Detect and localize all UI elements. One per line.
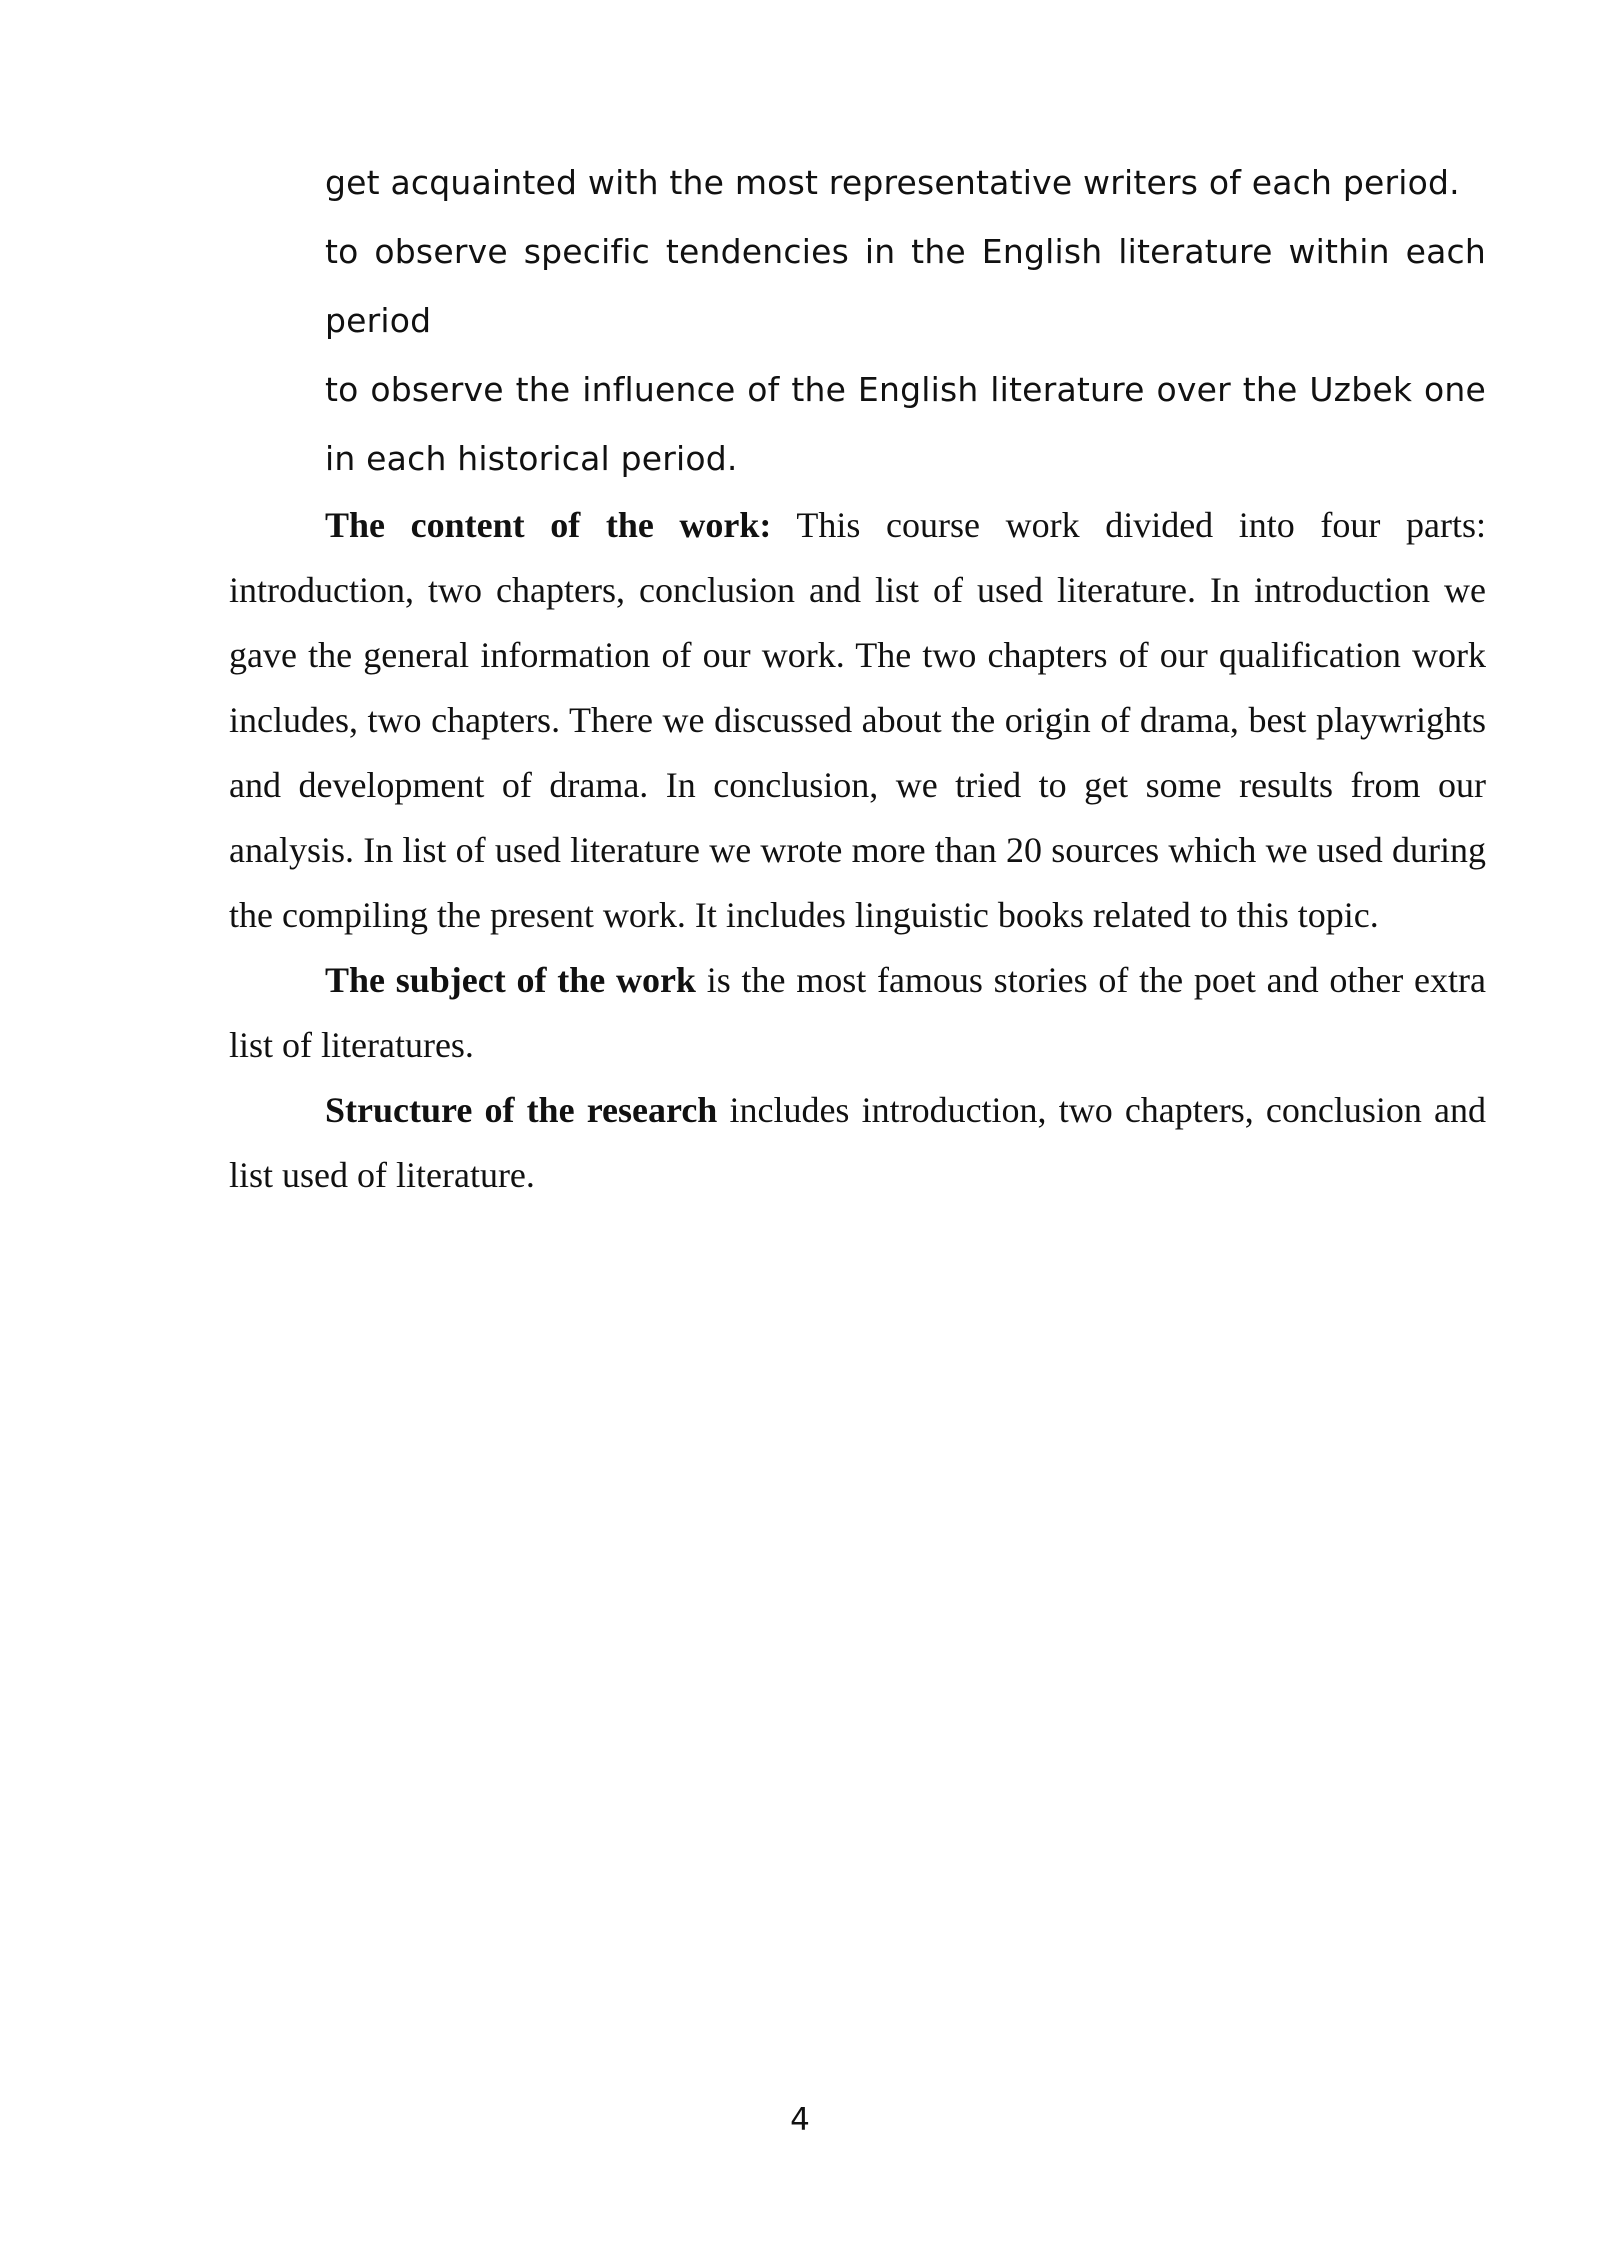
objective-item: to observe the influence of the English literature over the Uzbek one in each historical period. xyxy=(325,370,1486,478)
structure-paragraph xyxy=(229,1078,1486,1208)
content-paragraph xyxy=(229,493,1486,948)
subject-paragraph xyxy=(229,948,1486,1078)
objective-item: get acquainted with the most representative writers of each period. xyxy=(325,163,1460,202)
structure-heading: Structure of the research xyxy=(325,1090,718,1130)
structure-text: includes introduction, two chapters, conclusion and list used of literature. xyxy=(229,1090,1486,1195)
subject-text: is the most famous stories of the poet and other extra list of literatures. xyxy=(229,960,1486,1065)
page-number: 4 xyxy=(790,2102,810,2138)
objective-item: to observe specific tendencies in the English literature within each period xyxy=(325,232,1486,340)
objectives-list xyxy=(229,148,1486,493)
content-heading: The content of the work: xyxy=(325,505,772,545)
content-text: This course work divided into four parts: introduction, two chapters, conclusion and list of used literature. In introduction we gave the general information of our work. The two chapters of our qualification work includes, two chapters. There we discussed about the origin of drama, best playwrights and development of drama. In conclusion, we tried to get some results from our analysis. In list of used literature we wrote more than 20 sources which we used during the compiling the present work. It includes linguistic books related to this topic. xyxy=(229,505,1486,935)
body-text xyxy=(229,493,1486,1208)
page-content xyxy=(229,148,1486,1208)
subject-heading: The subject of the work xyxy=(325,960,696,1000)
